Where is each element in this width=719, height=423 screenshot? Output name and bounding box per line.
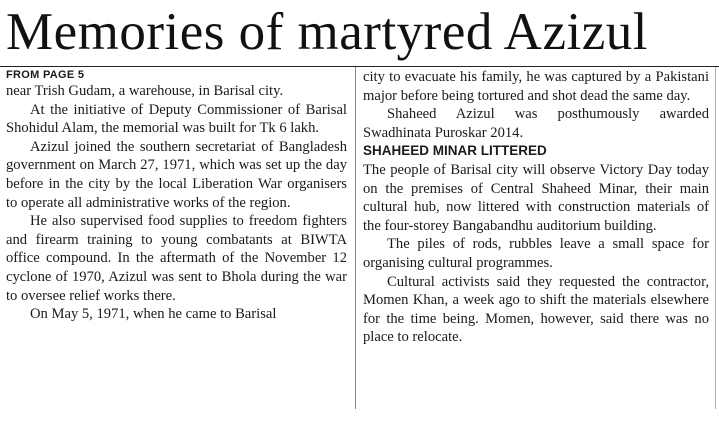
headline-rule: [0, 66, 719, 67]
headline: Memories of martyred Azizul: [6, 3, 648, 61]
paragraph: city to evacuate his family, he was captured by a Pakistani major before being tortured and shot dead the same day.: [363, 69, 709, 104]
paragraph: The people of Barisal city will observe Victory Day today on the premises of Central Shaheed Minar, their main cultural hub, now littered with construction materials of the four-storey Bangabandhu auditorium building.: [363, 161, 709, 234]
paragraph: near Trish Gudam, a warehouse, in Barisal city.: [6, 83, 284, 99]
paragraph: He also supervised food supplies to freedom fighters and firearm training to young combatants at BIWTA office compound. In the aftermath of the November 12 cyclone of 1970, Azizul was sent to Bhola during the war to oversee relief works there.: [6, 213, 347, 304]
paragraph: Azizul joined the southern secretariat of Bangladesh government on March 27, 1971, which was set up the day before in the city by the local Liberation War organisers to operate all administrative works of the region.: [6, 138, 347, 211]
paragraph: Cultural activists said they requested the contractor, Momen Khan, a week ago to shift the materials elsewhere for the time being. Momen, however, said there was no place to relocate.: [363, 273, 709, 346]
page-edge-line: [715, 67, 716, 409]
left-column: [6, 68, 347, 324]
section-subhead: SHAHEED MINAR LITTERED: [363, 143, 547, 159]
right-column: [363, 68, 709, 347]
paragraph: Shaheed Azizul was posthumously awarded Swadhinata Puroskar 2014.: [363, 106, 709, 141]
column-divider: [355, 67, 356, 409]
paragraph: On May 5, 1971, when he came to Barisal: [30, 306, 277, 323]
continuation-kicker: FROM PAGE 5: [6, 69, 85, 81]
paragraph: The piles of rods, rubbles leave a small space for organising cultural programmes.: [363, 236, 709, 271]
paragraph: At the initiative of Deputy Commissioner of Barisal Shohidul Alam, the memorial was built for Tk 6 lakh.: [6, 101, 347, 137]
